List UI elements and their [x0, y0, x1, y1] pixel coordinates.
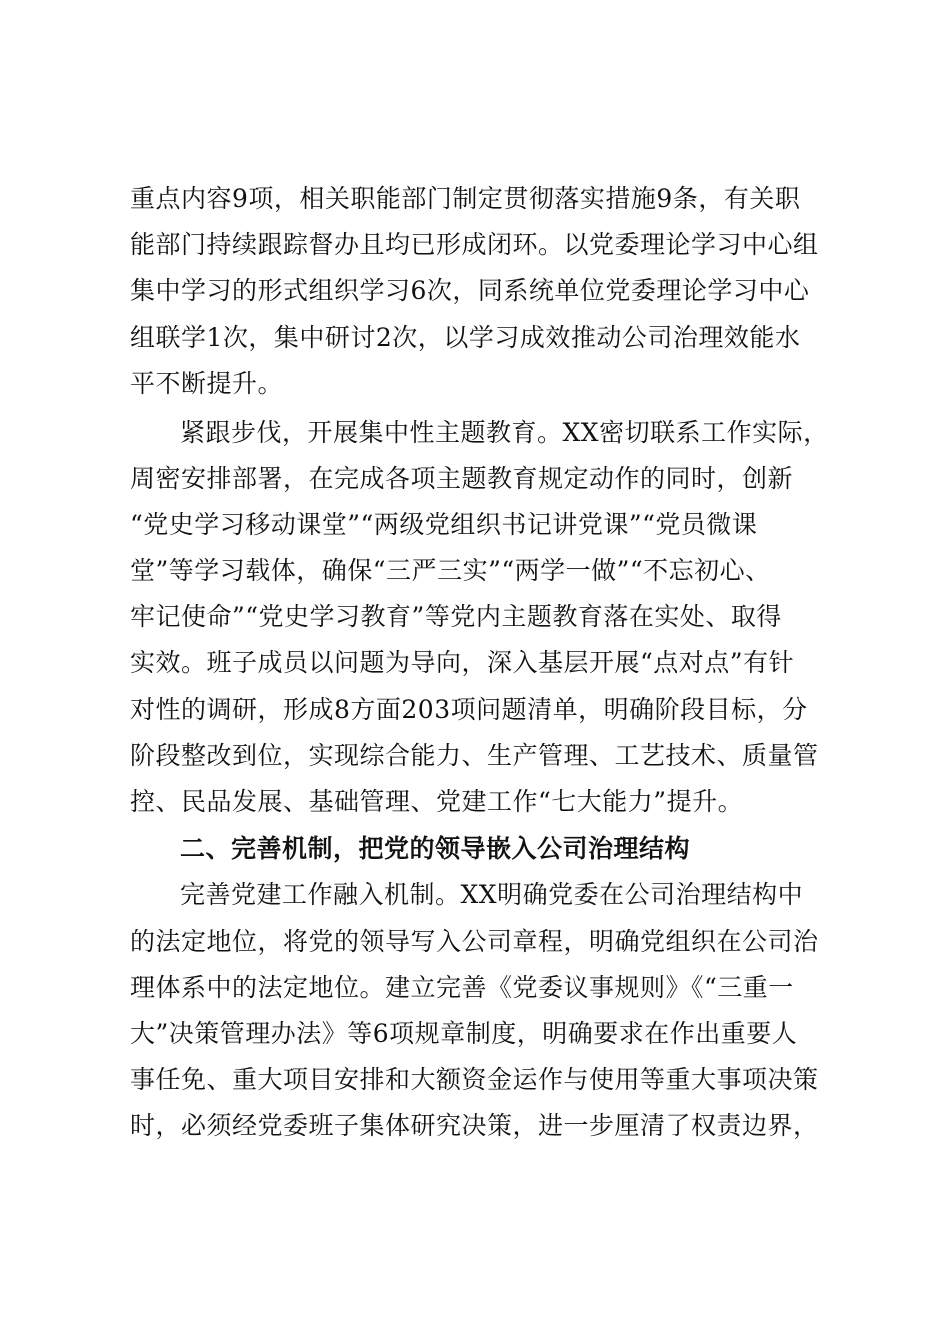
paragraph-2-line-9: 控、民品发展、基础管理、党建工作“七大能力”提升。: [130, 787, 744, 816]
paragraph-2-line-2: 周密安排部署，在完成各项主题教育规定动作的同时，创新: [130, 464, 794, 493]
paragraph-2-line-3: “党史学习移动课堂”“两级党组织书记讲党课”“党员微课: [130, 510, 758, 539]
section-heading: 二、完善机制，把党的领导嵌入公司治理结构: [180, 834, 691, 863]
paragraph-3-line-3: 理体系中的法定地位。建立完善《党委议事规则》《“三重一: [130, 973, 794, 1002]
paragraph-1-line-2: 能部门持续跟踪督办且均已形成闭环。以党委理论学习中心组: [130, 230, 819, 259]
paragraph-3-line-5: 事任免、重大项目安排和大额资金运作与使用等重大事项决策: [130, 1065, 819, 1094]
paragraph-2-line-6: 实效。班子成员以问题为导向，深入基层开展“点对点”有针: [130, 648, 795, 677]
paragraph-1-line-5: 平不断提升。: [130, 369, 284, 398]
paragraph-2-line-5: 牢记使命”“党史学习教育”等党内主题教育落在实处、取得: [130, 602, 782, 631]
paragraph-3-line-1: 完善党建工作融入机制。XX明确党委在公司治理结构中: [180, 880, 804, 909]
paragraph-1-line-3: 集中学习的形式组织学习6次，同系统单位党委理论学习中心: [130, 276, 810, 305]
paragraph-1-line-4: 组联学1次，集中研讨2次，以学习成效推动公司治理效能水: [130, 323, 801, 352]
paragraph-2-line-4: 堂”等学习载体，确保“三严三实”“两学一做”“不忘初心、: [130, 556, 771, 585]
paragraph-2-line-1: 紧跟步伐，开展集中性主题教育。XX密切联系工作实际，: [180, 418, 829, 447]
paragraph-3-line-4: 大”决策管理办法》等6项规章制度，明确要求在作出重要人: [130, 1019, 798, 1048]
paragraph-3-line-2: 的法定地位，将党的领导写入公司章程，明确党组织在公司治: [130, 927, 819, 956]
paragraph-2-line-8: 阶段整改到位，实现综合能力、生产管理、工艺技术、质量管: [130, 741, 819, 770]
paragraph-2-line-7: 对性的调研，形成8方面203项问题清单，明确阶段目标，分: [130, 695, 808, 724]
paragraph-3-line-6: 时，必须经党委班子集体研究决策，进一步厘清了权责边界，: [130, 1111, 819, 1140]
paragraph-1-line-1: 重点内容9项，相关职能部门制定贯彻落实措施9条，有关职: [130, 184, 801, 213]
